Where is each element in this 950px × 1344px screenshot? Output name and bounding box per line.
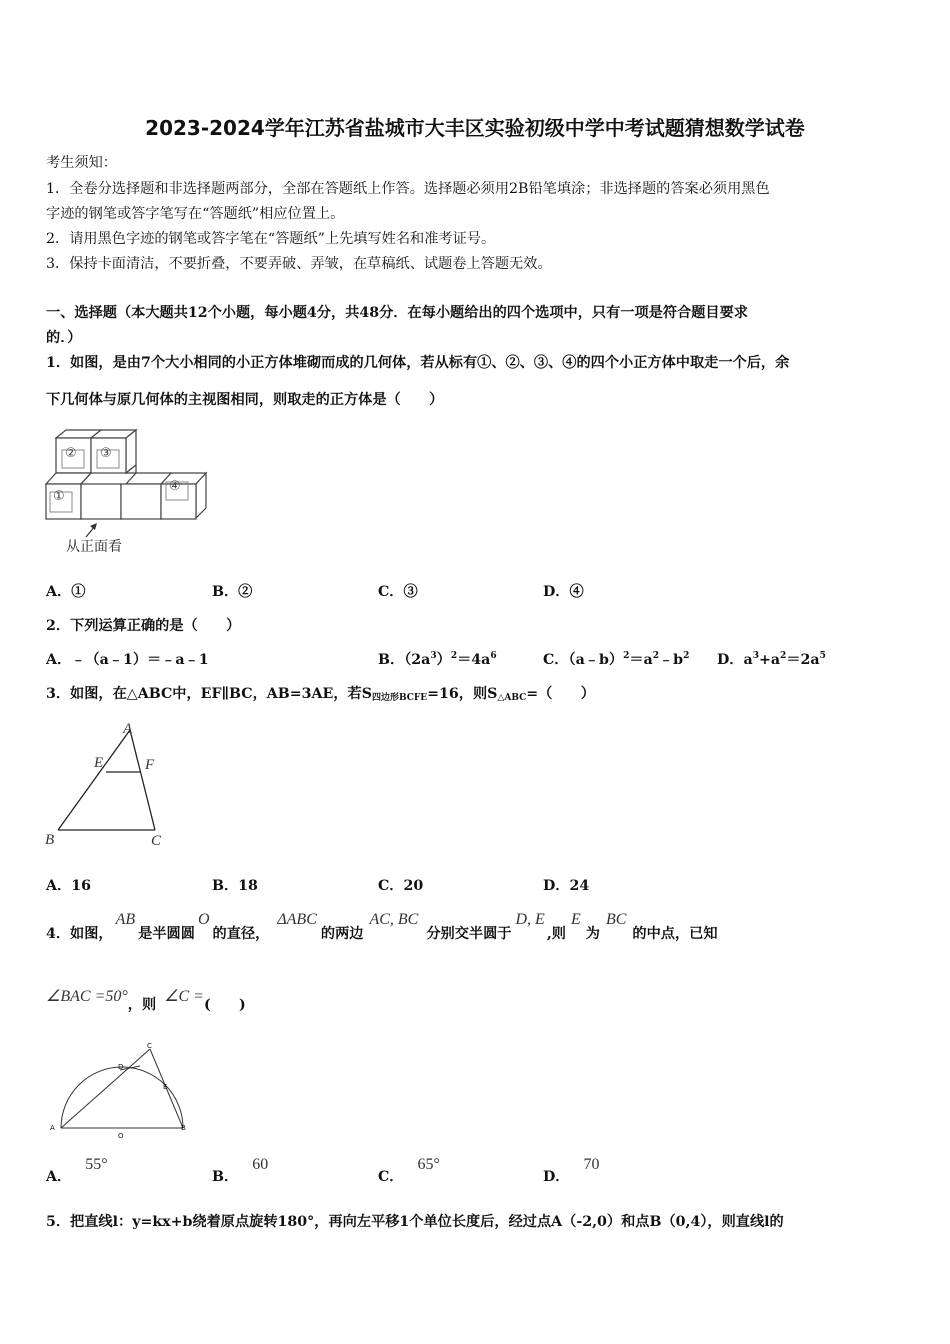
- notice-heading: 考生须知：: [46, 155, 117, 171]
- point-label: A: [123, 721, 133, 737]
- section-heading: 一、选择题（本大题共12个小题，每小题4分，共48分．在每小题给出的四个选项中，只有一项是符合题目要求: [46, 305, 748, 321]
- option-b[interactable]: B．$(2a^3)^2=4a^6$: [378, 651, 497, 668]
- cube-label: ①: [53, 489, 65, 504]
- question-4-stem: 4．如图，AB是半圆圆O的直径，ΔABC的两边AC, BC分别交半圆于D, E,则E为BC的中点，已知: [46, 911, 718, 942]
- page-title: 2023-2024学年江苏省盐城市大丰区实验初级中学中考试题猜想数学试卷: [145, 116, 805, 140]
- semicircle-figure: [45, 1040, 195, 1145]
- option-a[interactable]: A．55°: [46, 1156, 108, 1185]
- notice-item: 3．保持卡面清洁，不要折叠，不要弄破、弄皱，在草稿纸、试题卷上答题无效。: [46, 256, 552, 272]
- option-c[interactable]: C．$(a﹣b)^2=a^2﹣b^2$: [543, 651, 690, 668]
- notice-item: 1．全卷分选择题和非选择题两部分，全部在答题纸上作答。选择题必须用2B铅笔填涂；非选择题的答案必须用黑色: [46, 181, 770, 197]
- question-5-stem: 5．把直线l：y=kx+b绕着原点旋转180°，再向左平移1个单位长度后，经过点A（-2,0）和点B（0,4），则直线l的: [46, 1214, 784, 1230]
- cube-label: ④: [169, 479, 181, 494]
- question-4-stem-cont: ∠BAC =50°，则 ∠C =( ): [46, 988, 246, 1013]
- point-label: O: [118, 1132, 124, 1140]
- figure-caption: 从正面看: [66, 539, 122, 555]
- point-label: D: [118, 1063, 124, 1071]
- option-b[interactable]: B．18: [212, 878, 258, 894]
- option-a[interactable]: A．①: [46, 584, 86, 600]
- option-d[interactable]: D．④: [543, 584, 584, 600]
- notice-item: 2．请用黑色字迹的钢笔或答字笔在“答题纸”上先填写姓名和准考证号。: [46, 231, 496, 247]
- point-label: C: [151, 833, 162, 849]
- notice-item: 字迹的钢笔或答字笔写在“答题纸”相应位置上。: [46, 206, 345, 222]
- option-d[interactable]: D．$a^3+a^2=2a^5$: [717, 651, 826, 668]
- point-label: B: [181, 1124, 186, 1132]
- question-2-stem: 2．下列运算正确的是（ ）: [46, 618, 241, 634]
- point-label: C: [147, 1042, 152, 1050]
- point-label: F: [145, 757, 155, 773]
- option-c[interactable]: C．20: [378, 878, 424, 894]
- option-c[interactable]: C．65°: [378, 1156, 440, 1185]
- point-label: A: [50, 1124, 55, 1132]
- section-heading-cont: 的．）: [46, 330, 82, 346]
- cube-label: ③: [100, 446, 112, 461]
- option-b[interactable]: B．②: [212, 584, 253, 600]
- option-d[interactable]: D．24: [543, 878, 590, 894]
- point-label: E: [94, 755, 104, 771]
- point-label: E: [163, 1083, 168, 1091]
- option-d[interactable]: D．70: [543, 1156, 600, 1185]
- option-a[interactable]: A．﹣（a﹣1）＝﹣a﹣1: [46, 652, 209, 668]
- option-b[interactable]: B．60: [212, 1156, 269, 1185]
- question-3-stem: 3．如图，在△ABC中，EF∥BC，AB=3AE，若$S_{四边形BCFE}=16$，则$S_{\triangle ABC}=$（ ）: [46, 686, 595, 703]
- question-1-stem: 1．如图，是由7个大小相同的小正方体堆砌而成的几何体，若从标有①、②、③、④的四个小正方体中取走一个后，余: [46, 355, 790, 371]
- question-1-stem-cont: 下几何体与原几何体的主视图相同，则取走的正方体是（ ）: [46, 392, 444, 408]
- option-a[interactable]: A．16: [46, 878, 91, 894]
- point-label: B: [45, 832, 55, 848]
- option-c[interactable]: C．③: [378, 584, 418, 600]
- cube-label: ②: [65, 446, 77, 461]
